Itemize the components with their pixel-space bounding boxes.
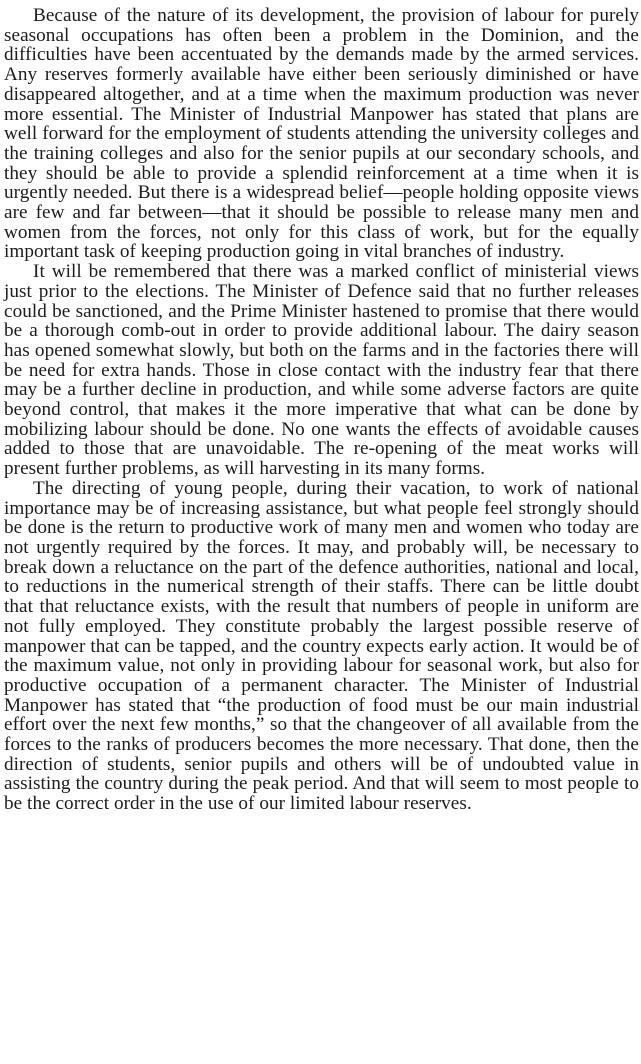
paragraph-seasonal-labour: Because of the nature of its development, the provision of labour for purely seasonal occupations has often been a problem in the Dominion, and the difficulties have been accentuated by the demands made by the armed services. Any reserves formerly available have either been seriously diminished or have disappeared altogether, and at a time when the maximum production was never more essential. The Minister of Industrial Manpower has stated that plans are well forward for the employment of students attending the university colleges and the training colleges and also for the senior pupils at our secondary schools, and they should be able to provide a splendid reinforcement at a time when it is urgently needed. But there is a widespread belief—people holding opposite views are few and far between—that it should be possible to release many men and women from the forces, not only for this class of work, but for the equally important task of keeping production going in vital branches of industry. bbox=[4, 5, 639, 263]
paragraph-manpower-reserves: The directing of young people, during their vacation, to work of national importance may be of increasing assistance, but what people feel strongly should be done is the return to productive work of many men and women who today are not urgently required by the forces. It may, and probably will, be necessary to break down a reluctance on the part of the defence authorities, national and local, to reductions in the numerical strength of their staffs. There can be little doubt that that reluctance exists, with the result that numbers of people in uniform are not fully employed. They constitute probably the largest possible reserve of manpower that can be tapped, and the country expects early action. It would be of the maximum value, not only in providing labour for seasonal work, but also for productive occupation of a permanent character. The Minister of Industrial Manpower has stated that “the production of food must be our main industrial effort over the next few months,” so that the changeover of all available from the forces to the ranks of producers becomes the more necessary. That done, then the direction of students, senior pupils and others will be of undoubted value in assisting the country during the peak period. And that will seem to most people to be the correct order in the use of our limited labour reserves. bbox=[4, 477, 639, 815]
editorial-article bbox=[4, 6, 639, 814]
paragraph-ministerial-views: It will be remembered that there was a marked conflict of ministerial views just prior to the elections. The Minister of Defence said that no further releases could be sanctioned, and the Prime Minister hastened to promise that there would be a thorough comb-out in order to provide additional labour. The dairy season has opened somewhat slowly, but both on the farms and in the factories there will be need for extra hands. Those in close contact with the industry fear that there may be a further decline in production, and while some adverse factors are quite beyond control, that makes it the more imperative that what can be done by mobilizing labour should be done. No one wants the effects of avoidable causes added to those that are unavoidable. The re-opening of the meat works will present further problems, as will harvesting in its many forms. bbox=[4, 261, 639, 480]
